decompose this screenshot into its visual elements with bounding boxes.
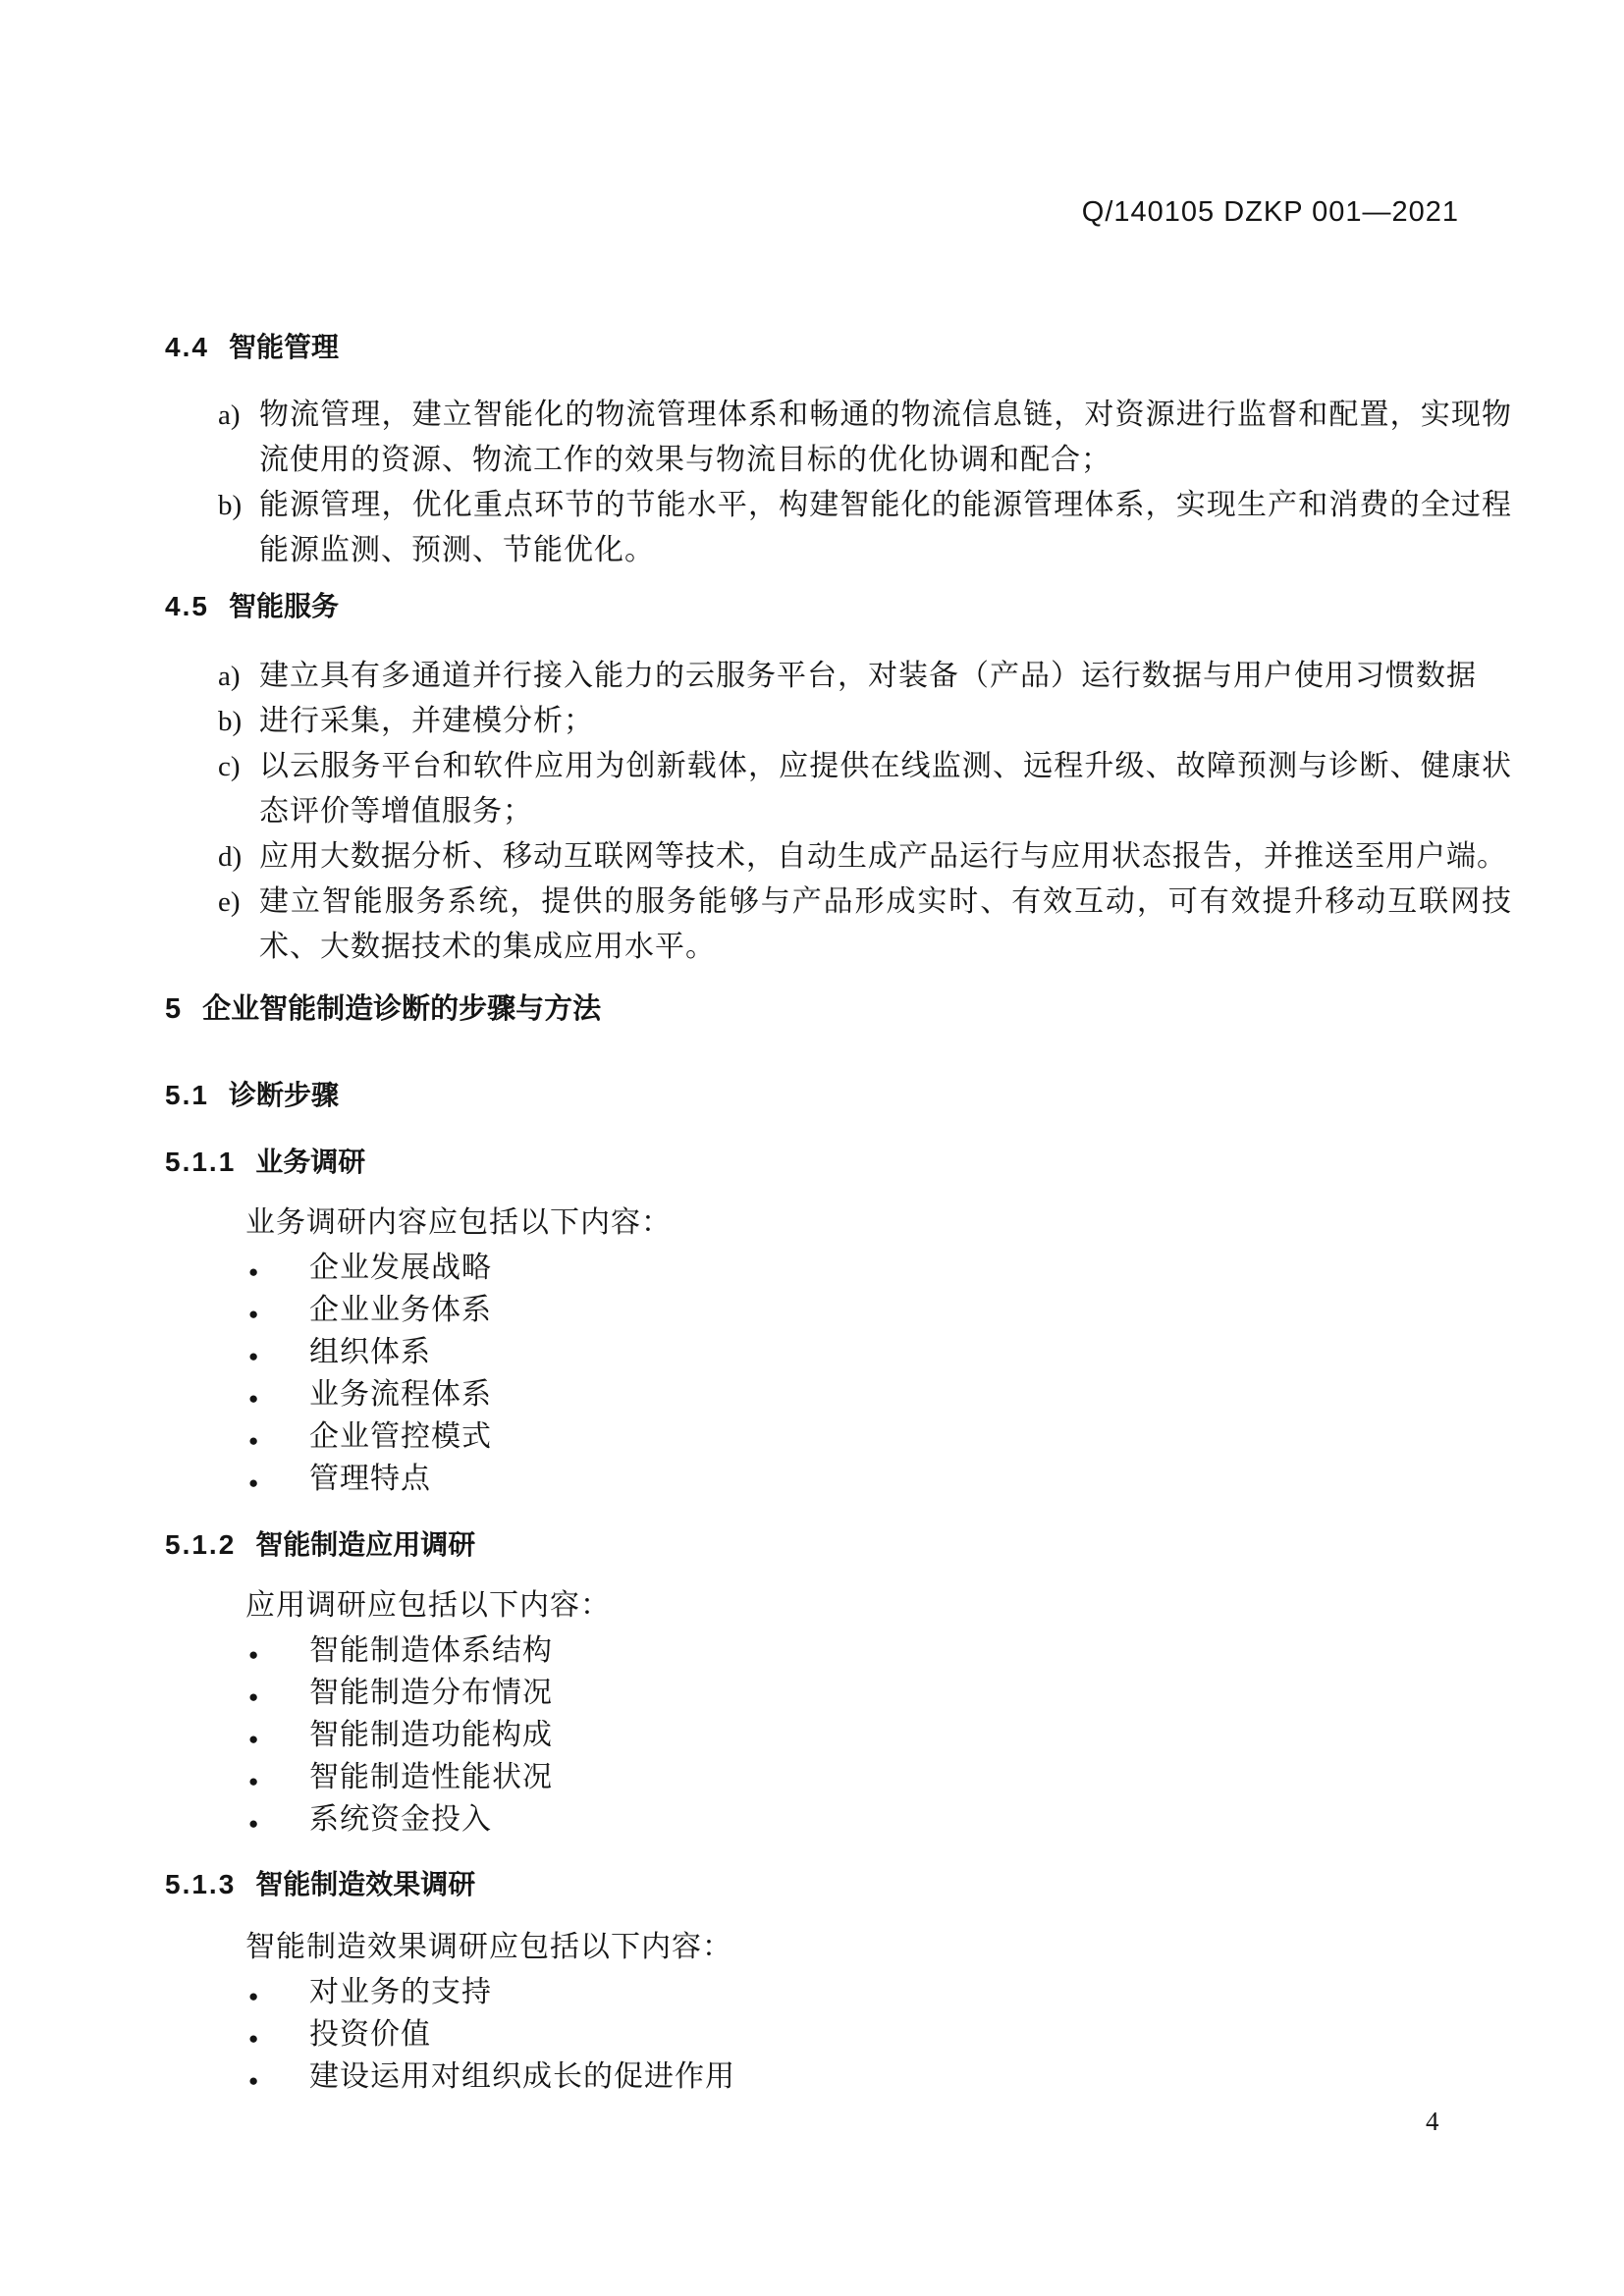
bullet-text: 组织体系 <box>309 1336 431 1368</box>
bullet-text: 建设运用对组织成长的促进作用 <box>309 2060 735 2093</box>
section-title: 智能制造效果调研 <box>255 1869 476 1899</box>
list-item-label: a) <box>218 661 241 692</box>
section-4-4-list <box>218 393 1514 573</box>
section-5-1-1-intro: 业务调研内容应包括以下内容： <box>245 1206 672 1239</box>
bullet-text: 企业业务体系 <box>309 1294 492 1326</box>
section-title: 智能管理 <box>228 332 339 362</box>
bullet-text: 智能制造分布情况 <box>309 1677 553 1709</box>
list-item-label: a) <box>218 400 241 431</box>
bullet-item <box>248 1756 553 1798</box>
page-number: 4 <box>1426 2107 1439 2136</box>
section-number: 5.1.2 <box>165 1529 237 1560</box>
list-item-label: d) <box>218 841 243 873</box>
bullet-icon: ● <box>248 1645 259 1664</box>
section-number: 5.1.1 <box>165 1147 237 1177</box>
list-item-text: 进行采集，并建模分析； <box>259 705 594 737</box>
list-item-text: 以云服务平台和软件应用为创新载体，应提供在线监测、远程升级、故障预测与诊断、健康状态评价等增值服务； <box>259 750 1512 828</box>
bullet-icon: ● <box>248 1814 259 1833</box>
bullet-item <box>248 2013 735 2056</box>
section-4-5-list <box>218 654 1514 970</box>
bullet-text: 智能制造性能状况 <box>309 1761 553 1793</box>
list-item <box>218 744 1514 834</box>
bullet-item <box>248 1247 492 1289</box>
list-item-text: 能源管理，优化重点环节的节能水平，构建智能化的能源管理体系，实现生产和消费的全过程能源监测、预测、节能优化。 <box>259 489 1512 566</box>
bullet-icon: ● <box>248 1389 259 1408</box>
section-4-5-heading <box>165 587 339 626</box>
bullet-item <box>248 2056 735 2098</box>
bullet-item <box>248 1714 553 1756</box>
bullet-item <box>248 1331 492 1373</box>
list-item-label: b) <box>218 490 243 521</box>
section-number: 4.5 <box>165 591 209 621</box>
bullet-text: 对业务的支持 <box>309 1976 492 2008</box>
bullet-icon: ● <box>248 1473 259 1492</box>
section-5-1-3-intro: 智能制造效果调研应包括以下内容： <box>245 1931 732 1963</box>
document-code: Q/140105 DZKP 001—2021 <box>1081 196 1459 228</box>
bullet-item <box>248 1289 492 1331</box>
bullet-text: 企业管控模式 <box>309 1420 492 1453</box>
bullet-item <box>248 1458 492 1500</box>
bullet-icon: ● <box>248 1772 259 1790</box>
list-item <box>218 699 1514 744</box>
list-item-text: 应用大数据分析、移动互联网等技术，自动生成产品运行与应用状态报告，并推送至用户端。 <box>259 840 1507 873</box>
bullet-icon: ● <box>248 1262 259 1281</box>
list-item-label: e) <box>218 886 241 918</box>
bullet-text: 业务流程体系 <box>309 1378 492 1411</box>
section-title: 诊断步骤 <box>228 1080 339 1110</box>
bullet-text: 投资价值 <box>309 2018 431 2051</box>
section-number: 5.1.3 <box>165 1869 237 1899</box>
list-item <box>218 654 1514 699</box>
section-title: 业务调研 <box>255 1147 366 1177</box>
list-item-text: 建立智能服务系统，提供的服务能够与产品形成实时、有效互动，可有效提升移动互联网技术、大数据技术的集成应用水平。 <box>259 885 1512 963</box>
bullet-icon: ● <box>248 2029 259 2048</box>
list-item <box>218 834 1514 880</box>
bullet-icon: ● <box>248 1730 259 1748</box>
list-item-label: b) <box>218 706 243 737</box>
bullet-icon: ● <box>248 2071 259 2090</box>
bullet-item <box>248 1672 553 1714</box>
bullet-icon: ● <box>248 1687 259 1706</box>
list-item-label: c) <box>218 751 241 782</box>
section-5-1-heading <box>165 1076 339 1115</box>
bullet-icon: ● <box>248 1431 259 1450</box>
bullet-item <box>248 1415 492 1458</box>
bullet-text: 智能制造功能构成 <box>309 1719 553 1751</box>
bullet-text: 管理特点 <box>309 1463 431 1495</box>
section-5-1-1-heading <box>165 1143 365 1182</box>
bullet-icon: ● <box>248 1347 259 1365</box>
bullet-item <box>248 1373 492 1415</box>
section-5-1-2-intro: 应用调研应包括以下内容： <box>245 1589 611 1622</box>
section-5-1-3-bullets <box>248 1971 735 2098</box>
section-title: 智能服务 <box>228 591 339 621</box>
section-5-1-1-bullets <box>248 1247 492 1500</box>
bullet-item <box>248 1629 553 1672</box>
chapter-5-heading <box>165 989 601 1029</box>
list-item <box>218 483 1514 573</box>
bullet-text: 系统资金投入 <box>309 1803 492 1836</box>
section-title: 智能制造应用调研 <box>255 1529 476 1560</box>
section-number: 4.4 <box>165 332 209 362</box>
list-item-text: 建立具有多通道并行接入能力的云服务平台，对装备（产品）运行数据与用户使用习惯数据 <box>259 660 1477 692</box>
bullet-item <box>248 1971 735 2013</box>
section-5-1-2-heading <box>165 1525 475 1565</box>
section-4-4-heading <box>165 328 339 367</box>
bullet-text: 企业发展战略 <box>309 1252 492 1284</box>
section-5-1-3-heading <box>165 1865 475 1904</box>
section-number: 5.1 <box>165 1080 209 1110</box>
bullet-text: 智能制造体系结构 <box>309 1634 553 1667</box>
bullet-icon: ● <box>248 1987 259 2005</box>
section-title: 企业智能制造诊断的步骤与方法 <box>202 993 602 1025</box>
list-item <box>218 880 1514 970</box>
bullet-item <box>248 1798 553 1841</box>
list-item-text: 物流管理，建立智能化的物流管理体系和畅通的物流信息链，对资源进行监督和配置，实现物流使用的资源、物流工作的效果与物流目标的优化协调和配合； <box>259 399 1512 476</box>
section-5-1-2-bullets <box>248 1629 553 1841</box>
bullet-icon: ● <box>248 1305 259 1323</box>
list-item <box>218 393 1514 483</box>
section-number: 5 <box>165 993 184 1025</box>
